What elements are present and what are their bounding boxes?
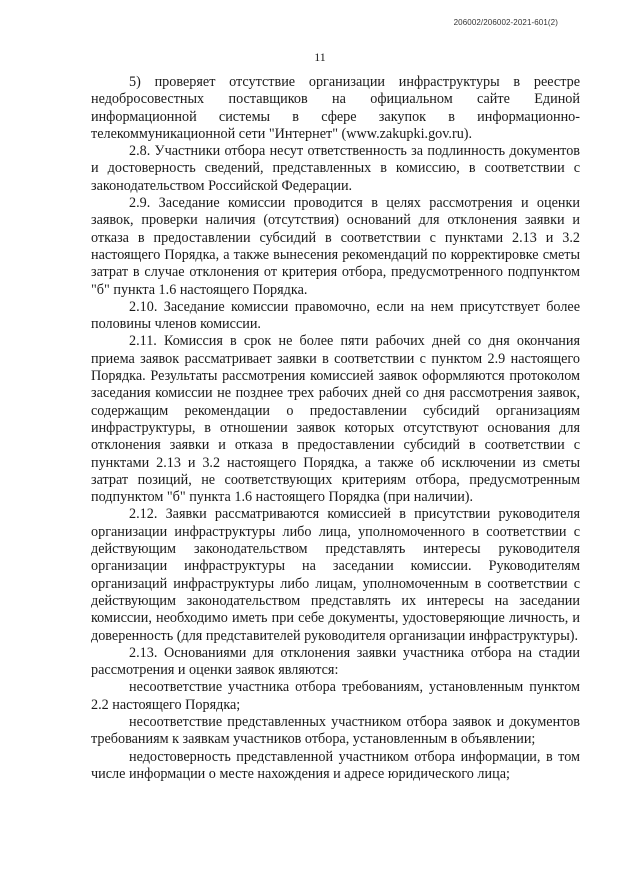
- list-item-false-information: недостоверность представленной участником отбора информации, в том числе информации о месте нахождения и адресе юридического лица;: [91, 748, 580, 782]
- list-item-noncompliance-documents: несоответствие представленных участником отбора заявок и документов требованиям к заявкам участников отбора, установленным в объявлении;: [91, 713, 580, 748]
- paragraph-2-8: 2.8. Участники отбора несут ответственность за подлинность документов и достоверность сведений, представленных в комиссию, в соответствии с законодательством Российской Федерации.: [91, 143, 580, 194]
- document-body: [91, 74, 580, 783]
- list-item-noncompliance-participant: несоответствие участника отбора требованиям, установленным пунктом 2.2 настоящего Порядка;: [91, 679, 580, 713]
- paragraph-2-9: 2.9. Заседание комиссии проводится в целях рассмотрения и оценки заявок, проверки наличия (отсутствия) оснований для отклонения заявки и отказа в предоставлении субсидий в соответствии с пунктами 2.13 и 3.2 настоящего Порядка, а также вынесения рекомендаций по корректировке сметы затрат в случае отклонения от критерия отбора, предусмотренного подпунктом "б" пункта 1.6 настоящего Порядка.: [91, 195, 580, 298]
- paragraph-2-12: 2.12. Заявки рассматриваются комиссией в присутствии руководителя организации инфраструктуры либо лица, уполномоченного в соответствии с действующим законодательством представлять интересы руководителя организации инфраструктуры на заседании комиссии. Руководителям организаций инфраструктуры либо лицам, уполномоченным в соответствии с действующим законодательством представлять их интересы на заседании комиссии, необходимо иметь при себе документы, удостоверяющие личность, и доверенность (для представителей руководителя организации инфраструктуры).: [91, 506, 580, 644]
- paragraph-2-10: 2.10. Заседание комиссии правомочно, если на нем присутствует более половины членов комиссии.: [91, 298, 580, 333]
- page-number: 11: [314, 50, 326, 64]
- paragraph-5-check-registry: 5) проверяет отсутствие организации инфраструктуры в реестре недобросовестных поставщиков на официальном сайте Единой информационной системы в сфере закупок в информационно-телекоммуникационной сети "Интернет" (www.zakupki.gov.ru).: [91, 74, 580, 142]
- paragraph-2-11: 2.11. Комиссия в срок не более пяти рабочих дней со дня окончания приема заявок рассматривает заявки в соответствии с пунктом 2.9 настоящего Порядка. Результаты рассмотрения комиссией заявок оформляются протоколом заседания комиссии не позднее трех рабочих дней со дня рассмотрения заявок, содержащим рекомендации о предоставлении субсидий организациям инфраструктуры, в отношении заявок которых отсутствуют основания для отклонения заявки и отказа в предоставлении субсидий в соответствии с пунктами 2.13 и 3.2 настоящего Порядка, а также об исключении из сметы затрат позиций, не соответствующих критериям отбора, предусмотренным подпунктом "б" пункта 1.6 настоящего Порядка (при наличии).: [91, 333, 580, 506]
- paragraph-2-13: 2.13. Основаниями для отклонения заявки участника отбора на стадии рассмотрения и оценки заявок являются:: [91, 644, 580, 679]
- document-code: 206002/206002-2021-601(2): [453, 18, 558, 27]
